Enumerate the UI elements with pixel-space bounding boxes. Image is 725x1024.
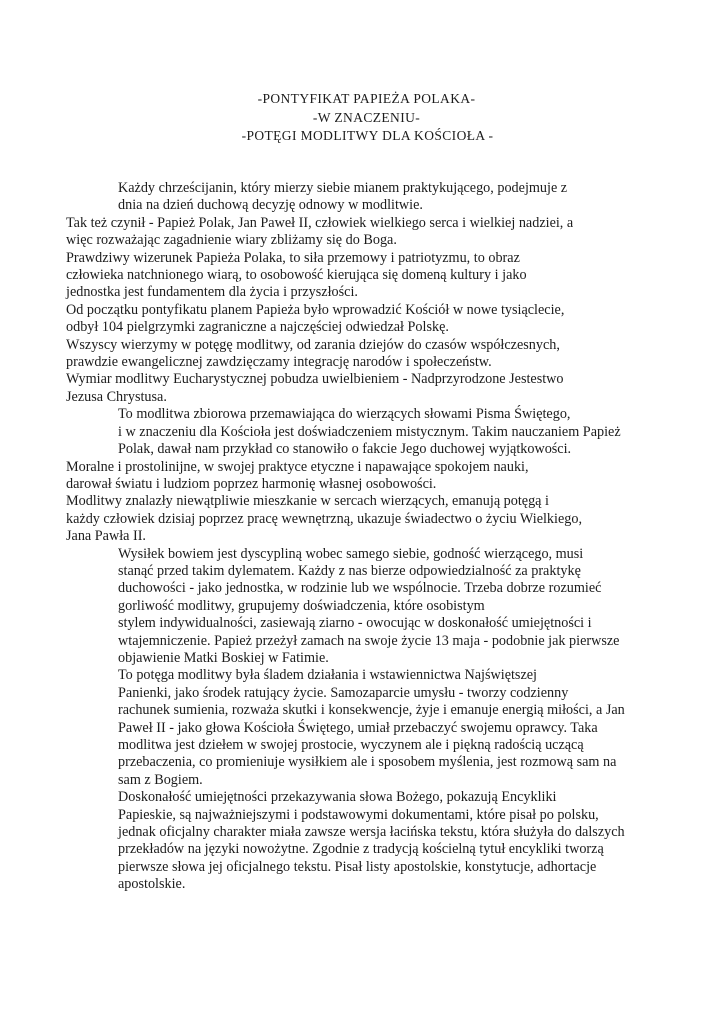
paragraph [66,667,674,789]
title-line: -W ZNACZENIU- [312,109,421,125]
text-line: Moralne i prostolinijne, w swojej praktyce etyczne i napawające spokojem nauki, [66,458,529,475]
title-line: -POTĘGI MODLITWY DLA KOŚCIOŁA - [241,128,494,143]
text-line: Od początku pontyfikatu planem Papieża było wprowadzić Kościół w nowe tysiąclecie, [66,301,565,318]
text-line: modlitwa jest dziełem w swojej prostocie, wyczynem ale i piękną radością uczącą [118,737,584,753]
text-line: stanąć przed takim dylematem. Każdy z nas bierze odpowiedzialność za praktykę [118,562,581,579]
text-line: Jezusa Chrystusa. [66,388,167,405]
text-line: Panienki, jako środek ratujący życie. Samozaparcie umysłu - tworzy codzienny [118,684,569,701]
text-line: Tak też czynił - Papież Polak, Jan Paweł II, człowiek wielkiego serca i wielkiej nadziei, a [66,214,574,231]
text-line: przekładów na języki nowożytne. Zgodnie z tradycją kościelną tytuł encykliki tworzą [118,841,604,858]
text-line: Wymiar modlitwy Eucharystycznej pobudza uwielbieniem - Nadprzyrodzone Jestestwo [66,371,564,388]
text-line: dnia na dzień duchową decyzję odnowy w modlitwie. [118,197,423,214]
text-line: sam z Bogiem. [118,771,203,788]
paragraph [66,493,674,545]
text-line: Polak, dawał nam przykład co stanowiło o fakcie Jego duchowej wyjątkowości. [118,441,572,458]
text-line: człowieka natchnionego wiarą, to osobowość kierująca się domeną kultury i jako [66,267,527,284]
paragraph [66,406,674,458]
text-line: Jana Pawła II. [66,528,146,545]
text-line: duchowości - jako jednostka, w rodzinie lub we wspólnocie. Trzeba dobrze rozumieć [118,580,602,597]
text-line: odbył 104 pielgrzymki zagraniczne a najczęściej odwiedzał Polskę. [66,319,449,336]
text-line: prawdzie ewangelicznej zawdzięczamy integrację narodów i społeczeństw. [66,354,492,371]
paragraph [66,302,674,337]
document-title [0,90,725,146]
document-body [66,180,674,894]
text-line: apostolskie. [118,876,186,893]
paragraph [66,337,674,372]
paragraph [66,180,674,215]
text-line: stylem indywidualności, zasiewają ziarno - owocując w doskonałość umiejętności i [118,615,592,632]
paragraph [66,250,674,302]
text-line: Paweł II - jako głowa Kościoła Świętego, umiał przebaczyć swojemu oprawcy. Taka [118,719,598,736]
text-line: jednak oficjalny charakter miała zawsze wersja łacińska tekstu, która służyła do dalszych [118,824,625,841]
title-line: -PONTYFIKAT PAPIEŻA POLAKA- [257,91,476,106]
text-line: każdy człowiek dzisiaj poprzez pracę wewnętrzną, ukazuje świadectwo o życiu Wielkiego, [66,510,582,527]
text-line: pierwsze słowa jej oficjalnego tekstu. Pisał listy apostolskie, konstytucje, adhortacje [118,858,597,875]
text-line: darował światu i ludziom poprzez harmonię własnej osobowości. [66,475,437,492]
text-line: Każdy chrześcijanin, który mierzy siebie mianem praktykującego, podejmuje z [118,180,568,196]
text-line: Wysiłek bowiem jest dyscypliną wobec samego siebie, godność wierzącego, musi [118,545,584,562]
paragraph [66,546,674,668]
text-line: To modlitwa zbiorowa przemawiająca do wierzących słowami Pisma Świętego, [118,406,571,423]
text-line: gorliwość modlitwy, grupujemy doświadczenia, które osobistym [118,597,485,614]
paragraph [66,789,674,893]
text-line: rachunek sumienia, rozważa skutki i konsekwencje, żyje i emanuje energią miłości, a Jan [118,702,625,719]
paragraph [66,459,674,494]
text-line: przebaczenia, co promieniuje wysiłkiem ale i sposobem myślenia, jest rozmową sam na [118,754,617,771]
text-line: jednostka jest fundamentem dla życia i przyszłości. [66,284,358,301]
paragraph [66,215,674,250]
paragraph [66,371,674,406]
text-line: i w znaczeniu dla Kościoła jest doświadczeniem mistycznym. Takim nauczaniem Papież [118,423,621,440]
text-line: To potęga modlitwy była śladem działania i wstawiennictwa Najświętszej [118,667,537,684]
text-line: objawienie Matki Boskiej w Fatimie. [118,649,329,666]
text-line: więc rozważając zagadnienie wiary zbliżamy się do Boga. [66,232,397,249]
text-line: Wszyscy wierzymy w potęgę modlitwy, od zarania dziejów do czasów współczesnych, [66,336,560,353]
text-line: Papieskie, są najważniejszymi i podstawowymi dokumentami, które pisał po polsku, [118,806,599,823]
text-line: Doskonałość umiejętności przekazywania słowa Bożego, pokazują Encykliki [118,789,557,806]
text-line: Modlitwy znalazły niewątpliwie mieszkanie w sercach wierzących, emanują potęgą i [66,493,549,510]
text-line: Prawdziwy wizerunek Papieża Polaka, to siła przemowy i patriotyzmu, to obraz [66,249,520,266]
text-line: wtajemniczenie. Papież przeżył zamach na swoje życie 13 maja - podobnie jak pierwsze [118,632,620,649]
